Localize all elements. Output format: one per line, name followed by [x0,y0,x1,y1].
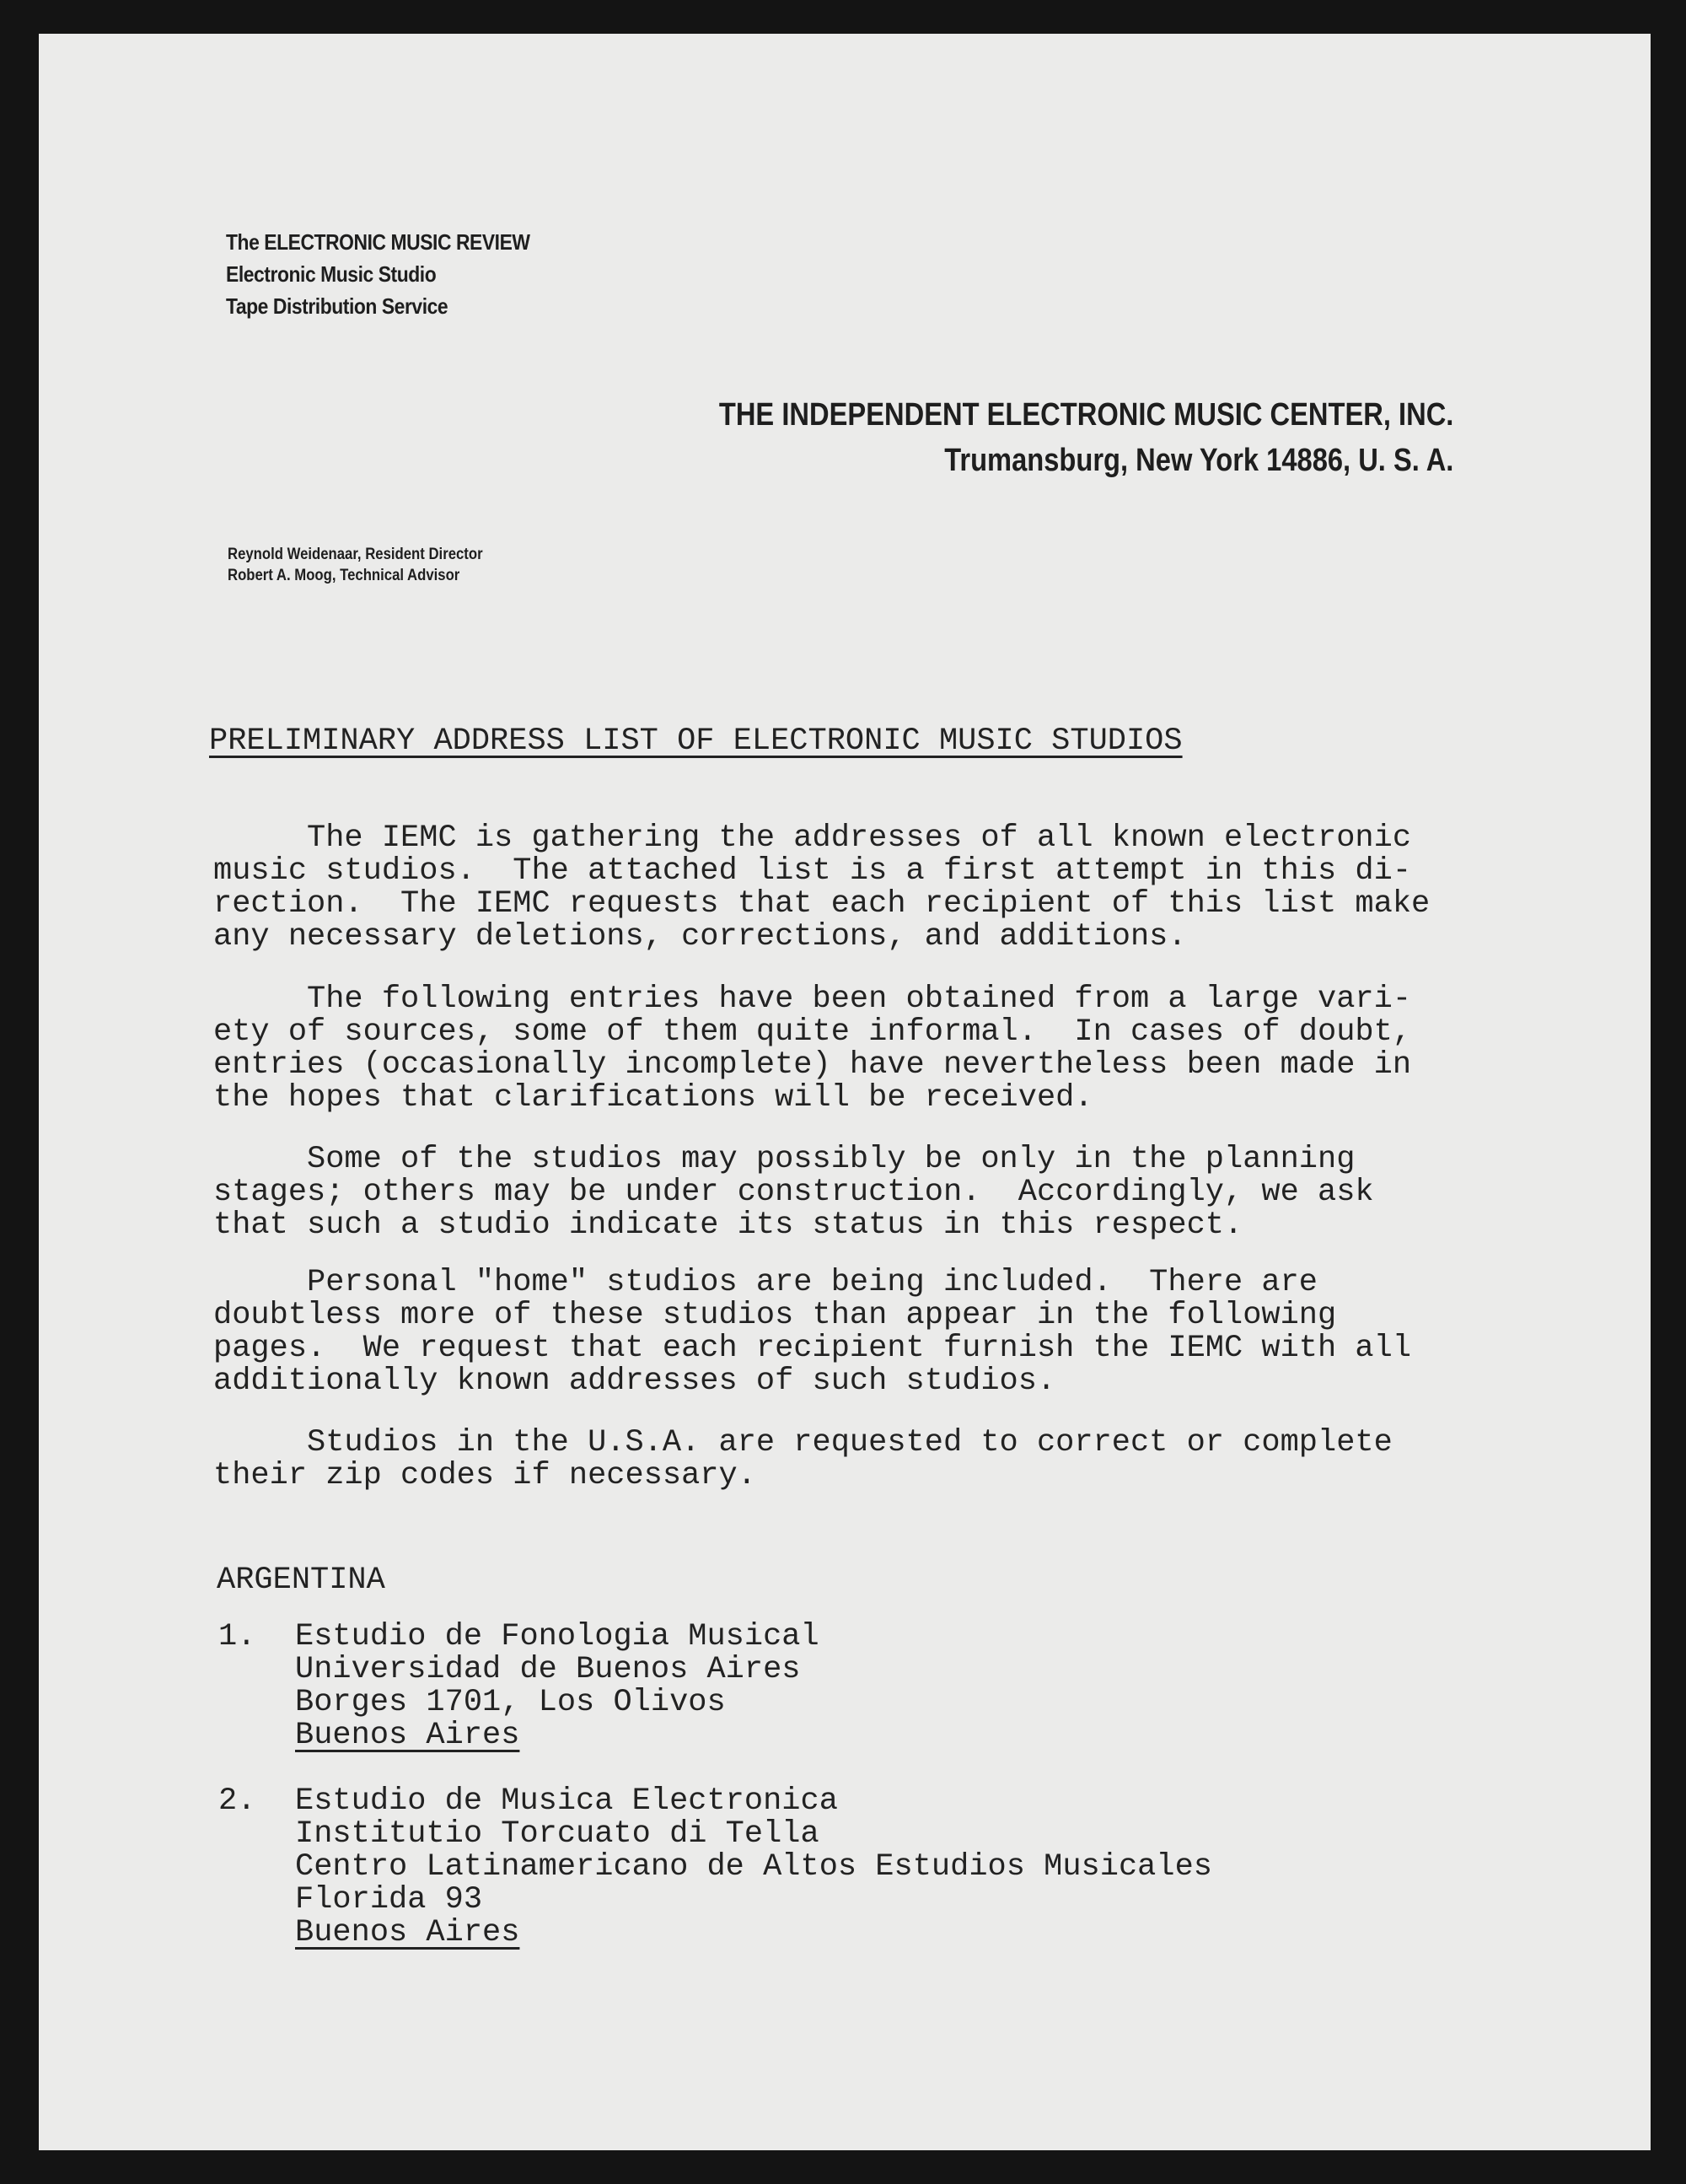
paragraph-3 [213,1143,1374,1242]
text-line: their zip codes if necessary. [213,1458,756,1493]
text-line: rection. The IEMC requests that each recipient of this list make [213,886,1431,922]
address-line: Institutio Torcuato di Tella [295,1816,819,1852]
publication-line: Tape Distribution Service [226,293,448,319]
entry-city: Buenos Aires [295,1915,520,1950]
letterhead-staff [228,544,483,586]
text-line: additionally known addresses of such studios. [213,1364,1056,1399]
text-line: doubtless more of these studios than appear in the following [213,1298,1337,1333]
entry-city: Buenos Aires [295,1718,520,1753]
text-line: stages; others may be under construction. Accordingly, we ask [213,1175,1374,1210]
text-line: pages. We request that each recipient furnish the IEMC with all [213,1331,1412,1366]
staff-line: Robert A. Moog, Technical Advisor [228,567,460,584]
city-line [295,1719,819,1752]
text-line: that such a studio indicate its status in this respect. [213,1208,1243,1243]
staff-line: Reynold Weidenaar, Resident Director [228,546,483,563]
letterhead-organization [718,392,1453,483]
text-line: music studios. The attached list is a first attempt in this di- [213,853,1412,889]
address-line: Estudio de Fonologia Musical [295,1619,819,1654]
entry-number: 1. [218,1619,256,1654]
text-line: Studios in the U.S.A. are requested to correct or complete [213,1425,1393,1460]
address-line: Florida 93 [295,1882,483,1918]
document-title: PRELIMINARY ADDRESS LIST OF ELECTRONIC MUSIC STUDIOS [209,724,1183,759]
paragraph-5 [213,1427,1393,1493]
text-line: the hopes that clarifications will be received. [213,1080,1093,1116]
publication-line: The ELECTRONIC MUSIC REVIEW [226,229,530,255]
entry-address [295,1621,819,1752]
address-line: Centro Latinamericano de Altos Estudios Musicales [295,1849,1212,1885]
text-line: ety of sources, some of them quite informal. In cases of doubt, [213,1014,1412,1050]
text-line: Some of the studios may possibly be only in the planning [213,1142,1356,1177]
text-line: entries (occasionally incomplete) have nevertheless been made in [213,1047,1412,1083]
text-line: The IEMC is gathering the addresses of all known electronic [213,820,1412,856]
address-line: Estudio de Musica Electronica [295,1783,838,1819]
text-line: Personal "home" studios are being included. There are [213,1265,1318,1300]
country-heading: ARGENTINA [217,1563,385,1598]
entry-number: 2. [218,1783,256,1819]
paragraph-2 [213,983,1411,1115]
publication-line: Electronic Music Studio [226,261,437,287]
entry-address [295,1785,1212,1950]
text-line: The following entries have been obtained from a large vari- [213,982,1412,1017]
address-line: Universidad de Buenos Aires [295,1652,801,1687]
paragraph-4 [213,1267,1411,1398]
organization-address: Trumansburg, New York 14886, U. S. A. [943,443,1453,478]
organization-name: THE INDEPENDENT ELECTRONIC MUSIC CENTER, INC. [718,397,1453,433]
letterhead-publications [226,226,530,322]
address-line: Borges 1701, Los Olivos [295,1685,726,1720]
city-line [295,1917,1212,1950]
paragraph-1 [213,822,1430,954]
text-line: any necessary deletions, corrections, and additions. [213,919,1187,955]
